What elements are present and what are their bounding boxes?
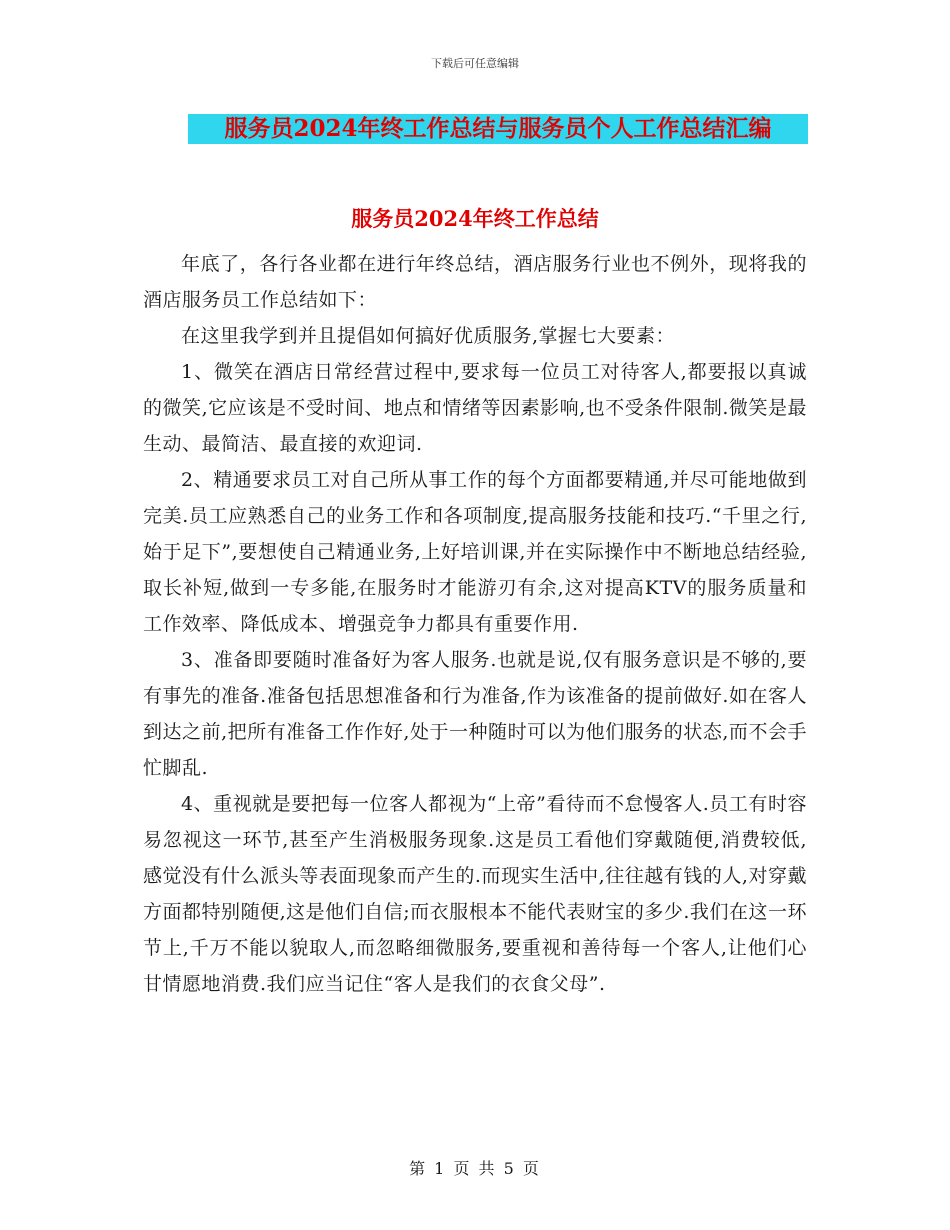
paragraph: 3、准备即要随时准备好为客人服务.也就是说,仅有服务意识是不够的,要有事先的准备.准备包括思想准备和行为准备,作为该准备的提前做好.如在客人到达之前,把所有准备工作作好,处于一种随时可以为他们服务的状态,而不会手忙脚乱. xyxy=(143,649,807,779)
paragraph: 4、重视就是要把每一位客人都视为“上帝”看待而不怠慢客人.员工有时容易忽视这一环节,甚至产生消极服务现象.这是员工看他们穿戴随便,消费较低,感觉没有什么派头等表面现象而产生的.而现实生活中,往往越有钱的人,对穿戴方面都特别随便,这是他们自信;而衣服根本不能代表财宝的多少.我们在这一环节上,千万不能以貌取人,而忽略细微服务,要重视和善待每一个客人,让他们心甘情愿地消费.我们应当记住“客人是我们的衣食父母”. xyxy=(143,793,807,995)
paragraph: 2、精通要求员工对自己所从事工作的每个方面都要精通,并尽可能地做到完美.员工应熟悉自己的业务工作和各项制度,提高服务技能和技巧.“千里之行,始于足下”,要想使自己精通业务,上好培训课,并在实际操作中不断地总结经验,取长补短,做到一专多能,在服务时才能游刃有余,这对提高KTV的服务质量和工作效率、降低成本、增强竞争力都具有重要作用. xyxy=(143,469,807,635)
section-title: 服务员2024年终工作总结 xyxy=(351,206,599,231)
page-number: 第 1 页 共 5 页 xyxy=(409,1159,541,1178)
body-text xyxy=(143,246,807,1002)
document-title: 服务员2024年终工作总结与服务员个人工作总结汇编 xyxy=(188,114,808,144)
paragraph: 在这里我学到并且提倡如何搞好优质服务,掌握七大要素： xyxy=(181,325,676,347)
header-note: 下载后可任意编辑 xyxy=(431,57,519,70)
paragraph: 1、微笑在酒店日常经营过程中,要求每一位员工对待客人,都要报以真诚的微笑,它应该是不受时间、地点和情绪等因素影响,也不受条件限制.微笑是最生动、最简洁、最直接的欢迎词. xyxy=(143,361,807,455)
paragraph: 年底了，各行各业都在进行年终总结，酒店服务行业也不例外，现将我的酒店服务员工作总结如下： xyxy=(143,253,807,311)
